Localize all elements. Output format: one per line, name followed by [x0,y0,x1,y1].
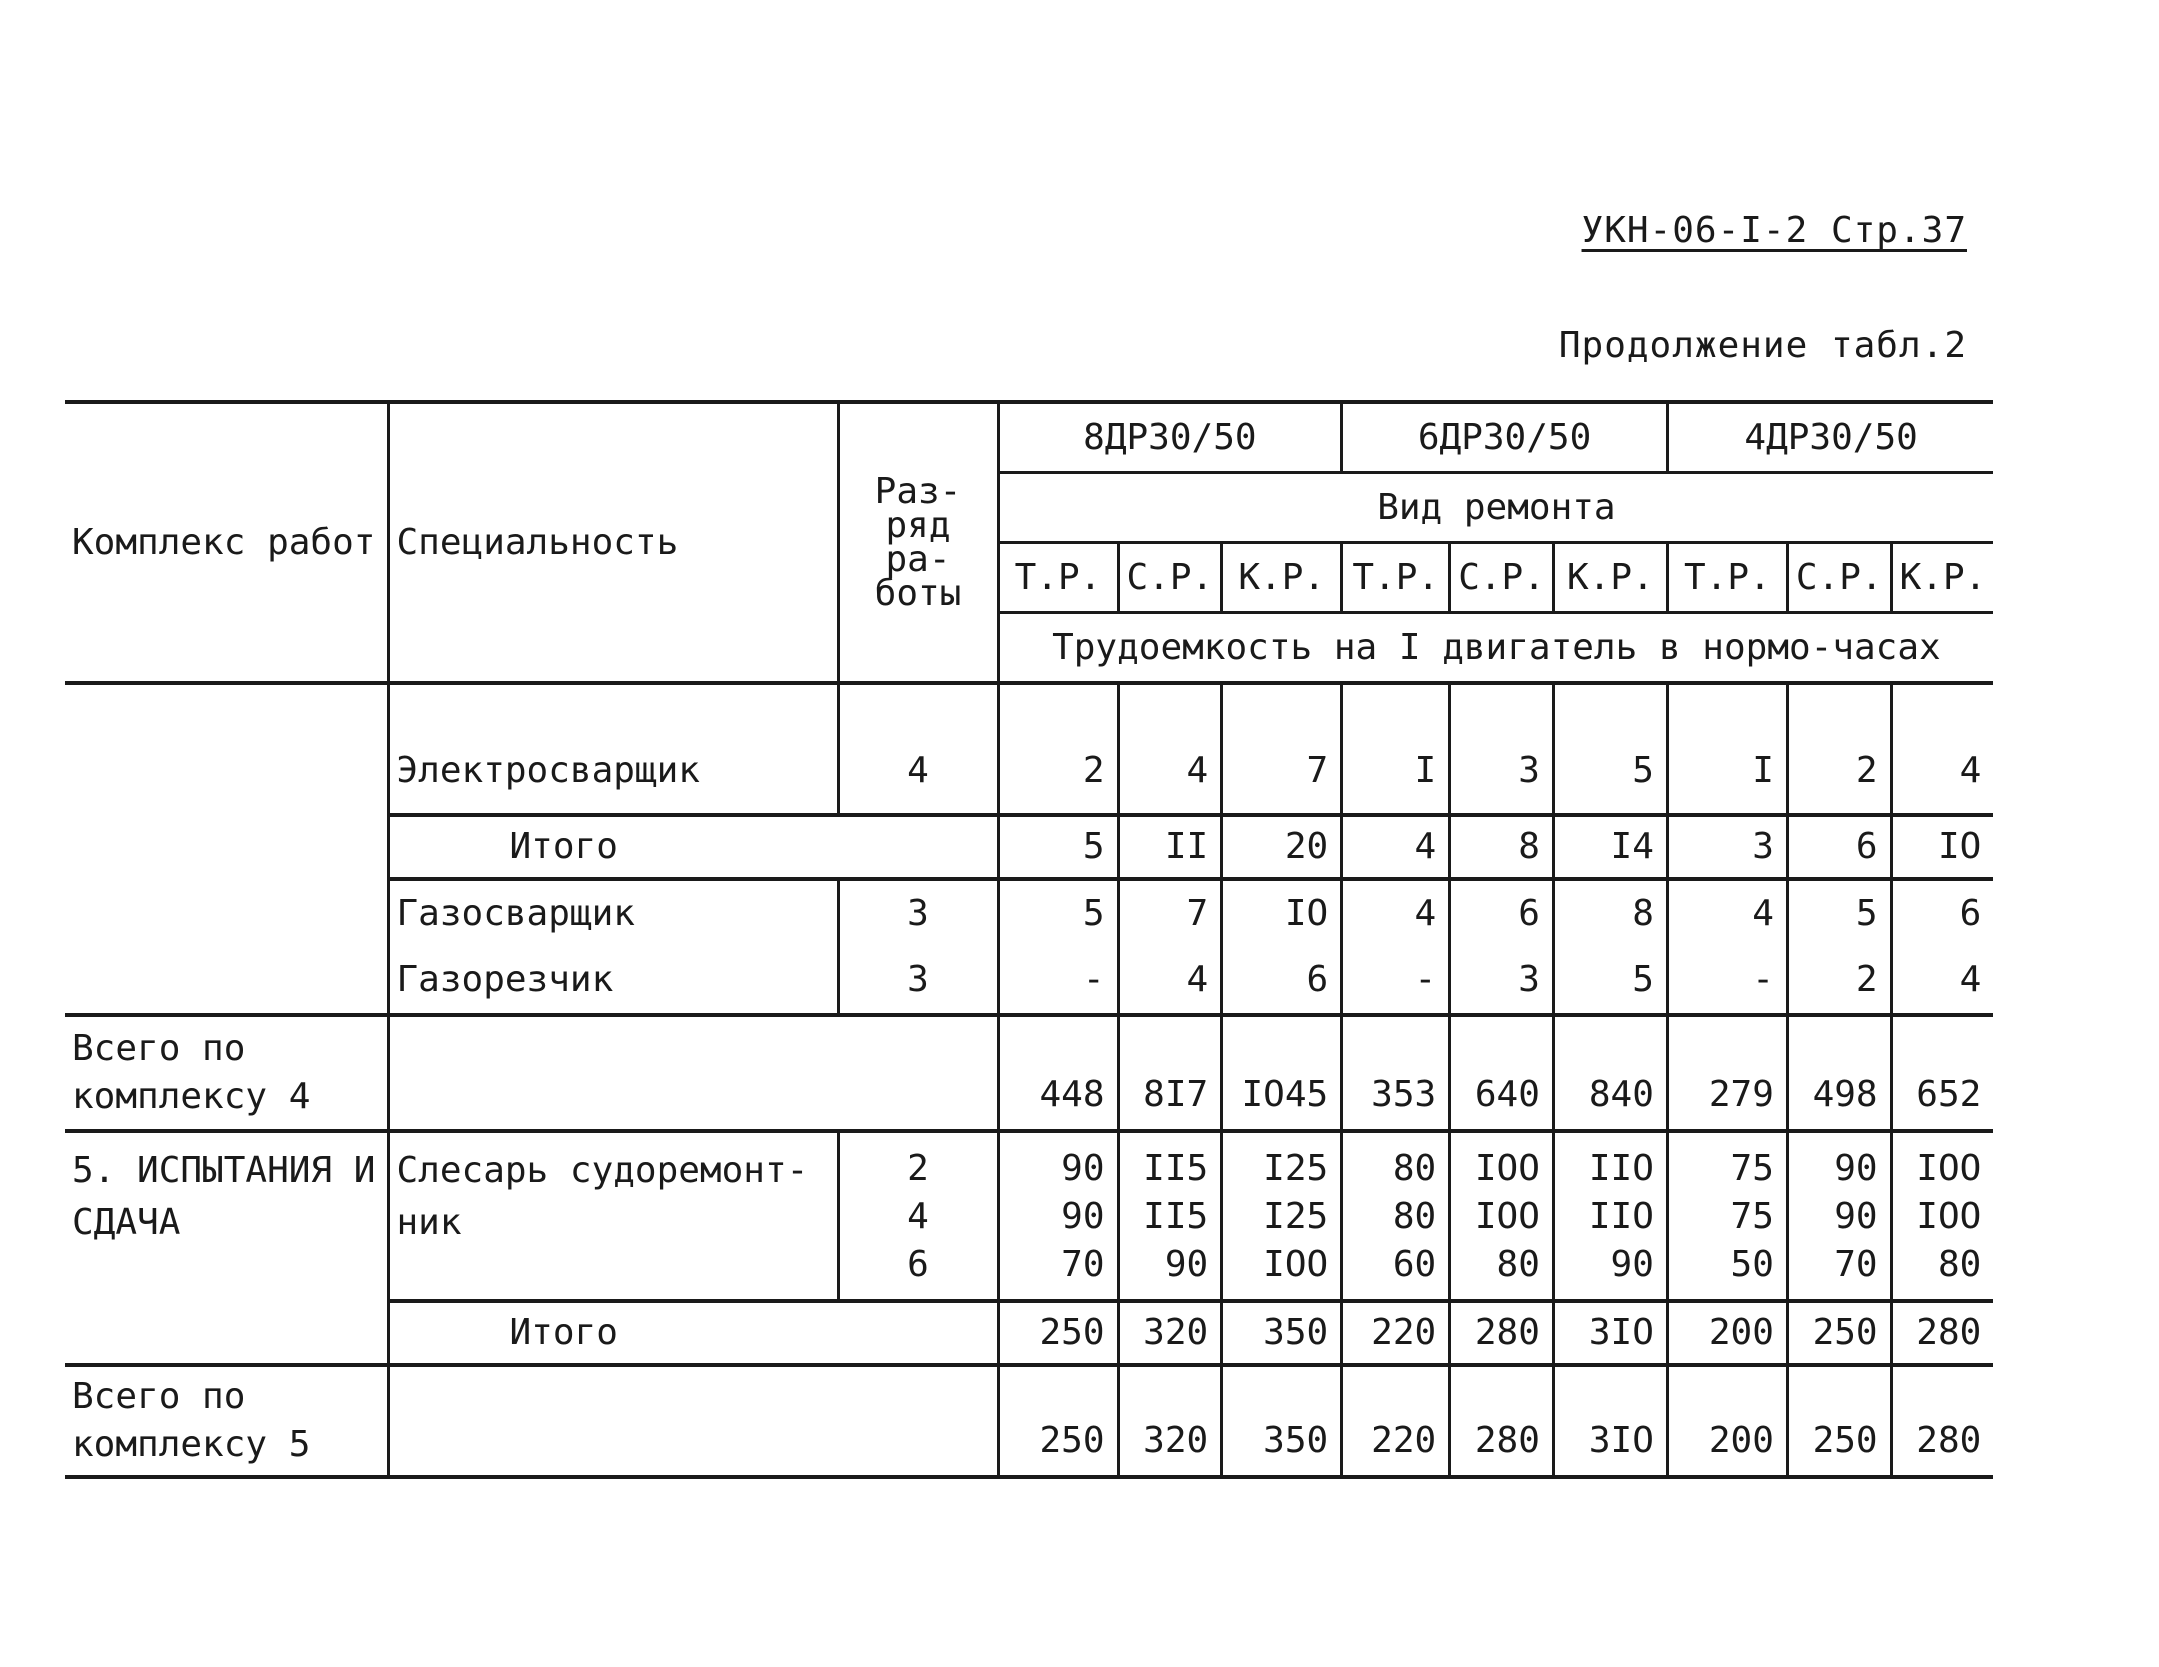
complex-cell-blank [65,683,388,1015]
value-stack [998,1131,1118,1301]
value-cell: II5 [1143,1148,1209,1189]
repair-type: К.Р. [1891,543,1993,613]
table-row-tests [65,1131,1993,1301]
grade-value: 2 [907,1148,929,1189]
value-cell: 220 [1342,1365,1450,1477]
repair-type: С.Р. [1118,543,1222,613]
repair-type: Т.Р. [1667,543,1787,613]
repair-type: С.Р. [1787,543,1891,613]
value-cell: IIO [1588,1148,1654,1189]
value-stack [1891,1131,1993,1301]
value-cell: 2 [998,683,1118,815]
value-cell: 90 [1061,1196,1105,1237]
value-cell: 250 [998,1301,1118,1365]
value-cell: 250 [998,1365,1118,1477]
value-cell: 840 [1553,1015,1667,1131]
repair-type: С.Р. [1450,543,1554,613]
value-cell: 90 [1834,1196,1878,1237]
value-cell: 75 [1730,1148,1774,1189]
value-cell: 279 [1667,1015,1787,1131]
value-cell: 2 [1787,947,1891,1015]
table-row-total-complex-5 [65,1365,1993,1477]
blank-cell [388,1365,998,1477]
value-cell: I25 [1263,1196,1329,1237]
value-cell: II5 [1143,1196,1209,1237]
total-label: Всего по комплексу 5 [65,1365,388,1477]
value-cell: 6 [1450,879,1554,947]
value-cell: 50 [1730,1244,1774,1285]
header-effort: Трудоемкость на I двигатель в нормо-часах [998,613,1993,684]
value-cell: 320 [1118,1301,1222,1365]
value-cell: 4 [1118,683,1222,815]
value-cell: 70 [1061,1244,1105,1285]
value-cell: 3 [1450,947,1554,1015]
value-cell: IIO [1588,1196,1654,1237]
header-repair-type: Вид ремонта [998,473,1993,543]
value-cell: 320 [1118,1365,1222,1477]
repair-type: К.Р. [1553,543,1667,613]
repair-type: Т.Р. [998,543,1118,613]
value-cell: - [998,947,1118,1015]
value-cell: 4 [1342,815,1450,879]
value-cell: 80 [1496,1244,1540,1285]
value-cell: 70 [1834,1244,1878,1285]
grade-value: 6 [907,1244,929,1285]
grade-value: 4 [907,1196,929,1237]
value-cell: 652 [1891,1015,1993,1131]
table-continuation-label: Продолжение табл.2 [1558,325,1967,366]
value-cell: 8I7 [1118,1015,1222,1131]
value-cell: 4 [1118,947,1222,1015]
value-cell: 200 [1667,1301,1787,1365]
value-cell: 90 [1834,1148,1878,1189]
repair-type: К.Р. [1222,543,1342,613]
grade-cell: 3 [838,947,998,1015]
value-stack [1118,1131,1222,1301]
specialty-cell: Газосварщик [388,879,838,947]
header-engine-8dr: 8ДР30/50 [998,402,1342,473]
header-grade: Раз-ряд ра-боты [838,402,998,683]
grade-cell: 3 [838,879,998,947]
value-cell: 6 [1891,879,1993,947]
value-cell: - [1667,947,1787,1015]
complex-tests: 5. ИСПЫТАНИЯ И СДАЧА [72,1150,376,1243]
value-cell: 80 [1392,1148,1437,1189]
value-cell: 6 [1787,815,1891,879]
value-stack [1222,1131,1342,1301]
value-cell: 5 [998,815,1118,879]
value-cell: 280 [1450,1301,1554,1365]
header-complex: Комплекс работ [65,402,388,683]
value-cell: 280 [1450,1365,1554,1477]
total-label: Всего по комплексу 4 [65,1015,388,1131]
value-cell: 6 [1222,947,1342,1015]
value-cell: 5 [998,879,1118,947]
blank-cell [388,1015,998,1131]
subtotal-label: Итого [388,815,998,879]
value-cell: IOO [1916,1196,1982,1237]
header-specialty: Специальность [388,402,838,683]
value-cell: IOO [1916,1148,1982,1189]
value-cell: 8 [1450,815,1554,879]
value-cell: 20 [1222,815,1342,879]
grade-stack [838,1131,998,1301]
value-cell: 5 [1553,683,1667,815]
value-stack [1342,1131,1450,1301]
value-cell: 350 [1222,1301,1342,1365]
grade-cell: 4 [838,683,998,815]
value-stack [1787,1131,1891,1301]
value-cell: 3IO [1553,1301,1667,1365]
value-cell: IOO [1263,1244,1329,1285]
value-cell: 80 [1937,1244,1982,1285]
value-cell: 5 [1787,879,1891,947]
value-cell: 640 [1450,1015,1554,1131]
value-cell: 280 [1891,1365,1993,1477]
value-cell: II [1118,815,1222,879]
value-cell: 4 [1891,947,1993,1015]
value-cell: 60 [1392,1244,1437,1285]
value-cell: IOO [1474,1196,1540,1237]
value-cell: 90 [1061,1148,1105,1189]
value-cell: 3 [1450,683,1554,815]
value-cell: 4 [1891,683,1993,815]
header-engine-4dr: 4ДР30/50 [1667,402,1993,473]
value-cell: 4 [1342,879,1450,947]
header-engine-6dr: 6ДР30/50 [1342,402,1668,473]
subtotal-label: Итого [388,1301,998,1365]
value-cell: - [1342,947,1450,1015]
value-cell: I [1342,683,1450,815]
value-cell: IO45 [1222,1015,1342,1131]
specialty-cell: Газорезчик [388,947,838,1015]
value-cell: 498 [1787,1015,1891,1131]
value-cell: IOO [1474,1148,1540,1189]
table-row-electric-welder [65,683,1993,815]
value-cell: 220 [1342,1301,1450,1365]
value-cell: 80 [1392,1196,1437,1237]
value-cell: IO [1222,879,1342,947]
value-stack [1667,1131,1787,1301]
value-cell: 250 [1787,1301,1891,1365]
value-cell: 2 [1787,683,1891,815]
value-cell: 7 [1118,879,1222,947]
value-cell: 3IO [1553,1365,1667,1477]
header-row-engines [65,402,1993,473]
value-cell: 75 [1730,1196,1774,1237]
specialty-cell: Электросварщик [388,683,838,815]
document-code: УКН-06-I-2 Стр.37 [1581,210,1967,251]
value-cell: 90 [1610,1244,1654,1285]
value-cell: IO [1891,815,1993,879]
table-row-total-complex-4 [65,1015,1993,1131]
value-cell: I [1667,683,1787,815]
specialty-cell: Слесарь судоремонт-ник [388,1131,838,1301]
value-cell: 250 [1787,1365,1891,1477]
value-cell: 3 [1667,815,1787,879]
value-cell: 90 [1164,1244,1209,1285]
value-cell: I25 [1263,1148,1329,1189]
value-cell: 7 [1222,683,1342,815]
value-cell: 8 [1553,879,1667,947]
value-cell: 448 [998,1015,1118,1131]
value-cell: 353 [1342,1015,1450,1131]
value-cell: 350 [1222,1365,1342,1477]
value-cell: I4 [1553,815,1667,879]
value-cell: 5 [1553,947,1667,1015]
value-cell: 200 [1667,1365,1787,1477]
value-stack [1553,1131,1667,1301]
repair-type: Т.Р. [1342,543,1450,613]
value-cell: 280 [1891,1301,1993,1365]
value-stack [1450,1131,1554,1301]
value-cell: 4 [1667,879,1787,947]
labor-table [65,400,1993,1479]
